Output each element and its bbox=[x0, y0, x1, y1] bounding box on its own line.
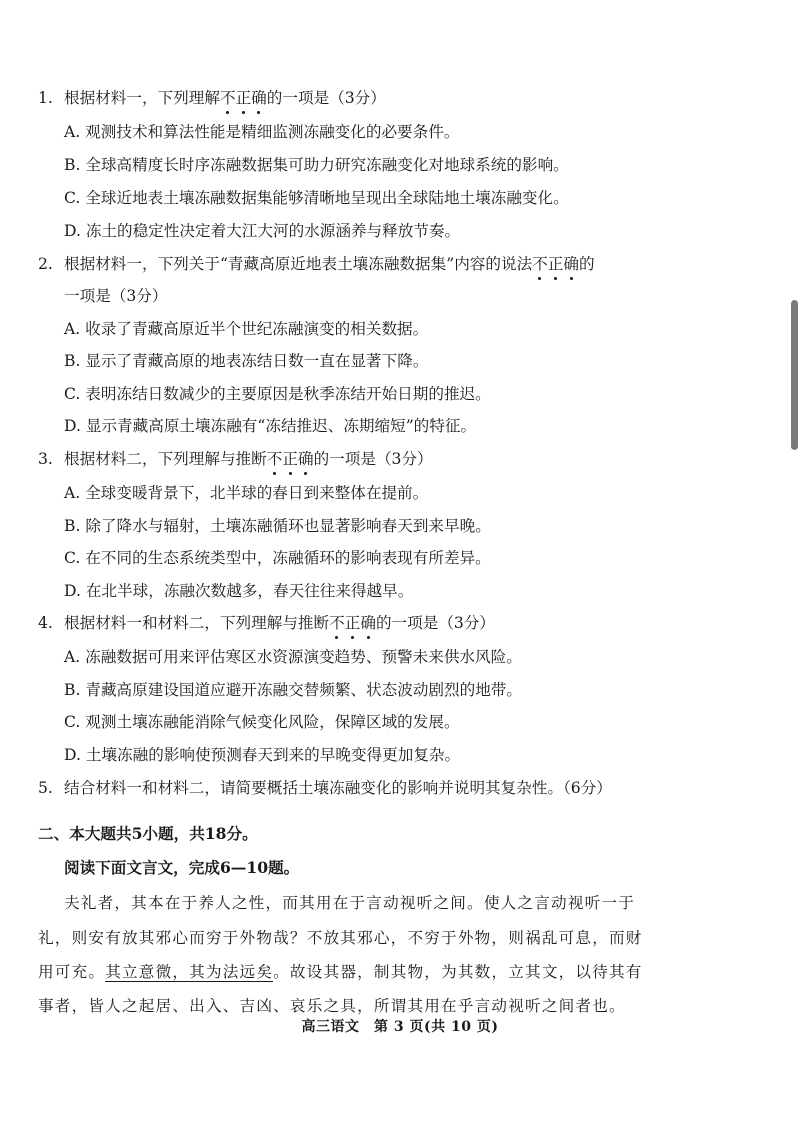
section-2-instruction: 阅读下面文言文，完成6—10题。 bbox=[64, 858, 300, 877]
option-b: B. 除了降水与辐射，土壤冻融循环也显著影响春天到来早晚。 bbox=[64, 517, 491, 535]
dotted-char: 不 bbox=[266, 450, 283, 468]
page-footer: 高三语文 第 3 页(共 10 页) bbox=[301, 1019, 499, 1035]
stem-text: 的一项是（3分） bbox=[375, 614, 496, 632]
question-number: 2. bbox=[38, 255, 53, 273]
stem-text: 根据材料一，下列关于“青藏高原近地表土壤冻融数据集”内容的说法 bbox=[64, 255, 533, 273]
option-a: A. 观测技术和算法性能是精细监测冻融变化的必要条件。 bbox=[64, 123, 460, 141]
dotted-char: 不 bbox=[219, 89, 236, 107]
emphasis-not-correct bbox=[329, 614, 376, 632]
stem-text: 的 bbox=[579, 255, 595, 273]
option-b: B. 全球高精度长时序冻融数据集可助力研究冻融变化对地球系统的影响。 bbox=[64, 156, 569, 174]
dotted-char: 确 bbox=[563, 255, 579, 273]
dotted-char: 正 bbox=[547, 255, 564, 273]
question-4-stem bbox=[38, 613, 495, 633]
dotted-char: 不 bbox=[532, 255, 548, 273]
question-3-stem bbox=[38, 449, 433, 469]
scrollbar[interactable] bbox=[791, 300, 798, 450]
option-b: B. 青藏高原建设国道应避开冻融交替频繁、状态波动剧烈的地带。 bbox=[64, 681, 522, 699]
dotted-char: 正 bbox=[235, 89, 252, 107]
option-a: A. 全球变暖背景下，北半球的春日到来整体在提前。 bbox=[64, 484, 429, 502]
stem-text: 的一项是（3分） bbox=[313, 450, 433, 468]
option-c: C. 全球近地表土壤冻融数据集能够清晰地呈现出全球陆地土壤冻融变化。 bbox=[64, 189, 569, 207]
question-number: 5. bbox=[38, 779, 53, 797]
dotted-char: 确 bbox=[251, 89, 267, 107]
question-1-stem bbox=[38, 88, 386, 108]
option-d: D. 显示青藏高原土壤冻融有“冻结推迟、冻期缩短”的特征。 bbox=[64, 417, 477, 435]
passage-line-3 bbox=[38, 962, 643, 982]
stem-text: 根据材料二，下列理解与推断 bbox=[64, 450, 267, 468]
emphasis-not-correct bbox=[267, 450, 314, 468]
option-a: A. 冻融数据可用来评估寒区水资源演变趋势、预警未来供水风险。 bbox=[64, 648, 522, 666]
question-2-stem bbox=[38, 254, 595, 274]
question-5-stem bbox=[38, 778, 612, 798]
section-2-title: 二、本大题共5小题，共18分。 bbox=[38, 824, 258, 843]
option-a: A. 收录了青藏高原近半个世纪冻融演变的相关数据。 bbox=[64, 320, 429, 338]
option-d: D. 土壤冻融的影响使预测春天到来的早晚变得更加复杂。 bbox=[64, 746, 461, 764]
emphasis-not-correct bbox=[532, 255, 579, 273]
passage-line-1: 夫礼者，其本在于养人之性，而其用在于言动视听之间。使人之言动视听一于 bbox=[64, 894, 635, 912]
question-number: 4. bbox=[38, 614, 53, 632]
dotted-char: 正 bbox=[344, 614, 361, 632]
option-b: B. 显示了青藏高原的地表冻结日数一直在显著下降。 bbox=[64, 352, 429, 370]
option-d: D. 在北半球，冻融次数越多，春天往往来得越早。 bbox=[64, 582, 414, 600]
underlined-sentence: 其立意微，其为法远矣 bbox=[105, 963, 274, 981]
dotted-char: 确 bbox=[297, 450, 314, 468]
stem-text: 结合材料一和材料二，请简要概括土壤冻融变化的影响并说明其复杂性。（6分） bbox=[64, 779, 612, 797]
stem-text: 根据材料一和材料二，下列理解与推断 bbox=[64, 614, 330, 632]
dotted-char: 正 bbox=[282, 450, 298, 468]
passage-line-4: 事者，皆人之起居、出入、吉凶、哀乐之具，所谓其用在乎言动视听之间者也。 bbox=[38, 997, 626, 1015]
emphasis-not-correct bbox=[220, 89, 267, 107]
option-c: C. 表明冻结日数减少的主要原因是秋季冻结开始日期的推迟。 bbox=[64, 385, 491, 403]
stem-text: 的一项是（3分） bbox=[266, 89, 386, 107]
question-number: 3. bbox=[38, 450, 53, 468]
dotted-char: 确 bbox=[360, 614, 376, 632]
option-d: D. 冻土的稳定性决定着大江大河的水源涵养与释放节奏。 bbox=[64, 222, 461, 240]
option-c: C. 观测土壤冻融能消除气候变化风险，保障区域的发展。 bbox=[64, 713, 460, 731]
question-number: 1. bbox=[38, 89, 53, 107]
question-2-stem-cont: 一项是（3分） bbox=[64, 287, 168, 305]
passage-text: 。故设其器，制其物，为其数，立其文，以待其有 bbox=[273, 963, 643, 981]
option-c: C. 在不同的生态系统类型中，冻融循环的影响表现有所差异。 bbox=[64, 549, 491, 567]
dotted-char: 不 bbox=[329, 614, 345, 632]
stem-text: 根据材料一，下列理解 bbox=[64, 89, 220, 107]
passage-line-2: 礼，则安有放其邪心而穷于外物哉？不放其邪心，不穷于外物，则祸乱可息，而财 bbox=[38, 929, 643, 947]
passage-text: 用可充。 bbox=[38, 963, 106, 981]
